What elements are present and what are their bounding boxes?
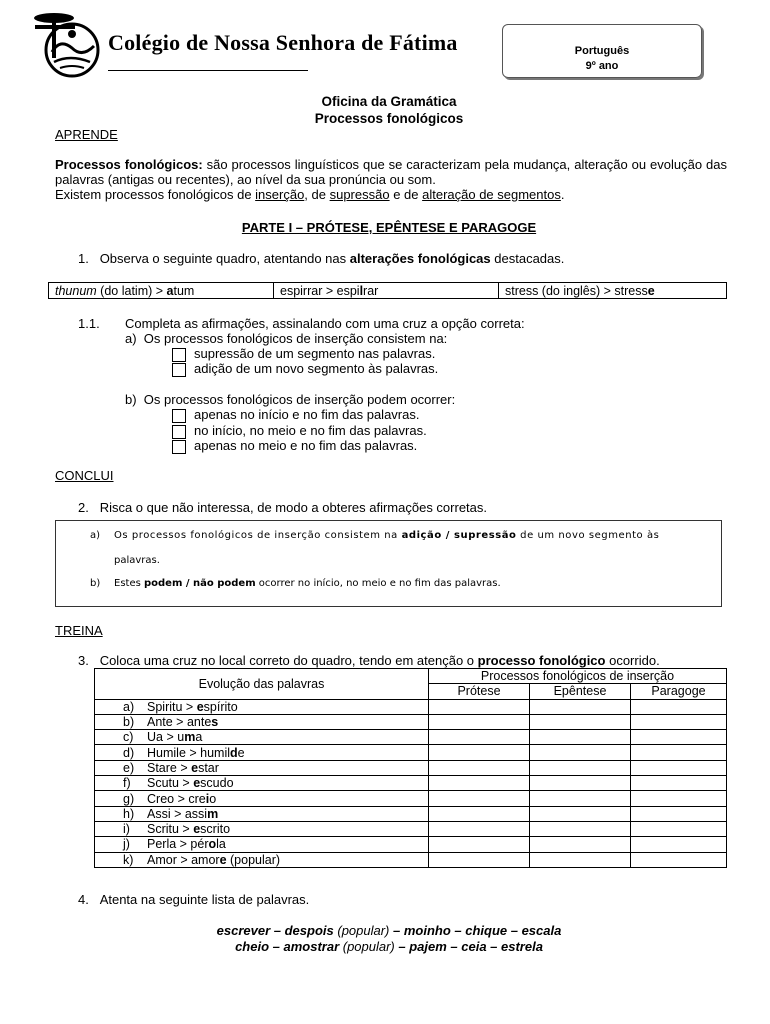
table-row	[95, 730, 727, 745]
section-treina: TREINA	[55, 623, 103, 638]
answer-cell[interactable]	[530, 852, 631, 867]
answer-cell[interactable]	[631, 806, 727, 821]
col-epentese: Epêntese	[530, 684, 631, 699]
answer-cell[interactable]	[530, 745, 631, 760]
word-evolution: j) Perla > pérola	[95, 837, 429, 852]
answer-cell[interactable]	[429, 776, 530, 791]
answer-cell[interactable]	[530, 821, 631, 836]
answer-cell[interactable]	[429, 806, 530, 821]
table-row	[95, 745, 727, 760]
table-row	[95, 714, 727, 729]
answer-cell[interactable]	[631, 852, 727, 867]
title-line1: Oficina da Gramática	[321, 94, 457, 109]
table-row	[95, 791, 727, 806]
answer-cell[interactable]	[530, 760, 631, 775]
answer-cell[interactable]	[530, 714, 631, 729]
insertion-table	[94, 668, 727, 868]
school-logo	[30, 8, 106, 78]
section-conclui: CONCLUI	[55, 468, 114, 483]
answer-cell[interactable]	[429, 760, 530, 775]
col-protese: Prótese	[429, 684, 530, 699]
answer-cell[interactable]	[530, 806, 631, 821]
answer-cell[interactable]	[530, 730, 631, 745]
option-a1: supressão de um segmento nas palavras.	[172, 346, 435, 362]
col-paragoge: Paragoge	[631, 684, 727, 699]
table-row	[95, 776, 727, 791]
answer-cell[interactable]	[631, 730, 727, 745]
checkbox[interactable]	[172, 440, 186, 454]
title-line2: Processos fonológicos	[314, 111, 464, 126]
checkbox[interactable]	[172, 425, 186, 439]
word-list-line1: escrever – despois (popular) – moinho – chique – escala	[216, 923, 562, 938]
answer-cell[interactable]	[631, 821, 727, 836]
answer-cell[interactable]	[429, 852, 530, 867]
option-b3: apenas no meio e no fim das palavras.	[172, 438, 417, 454]
answer-cell[interactable]	[631, 837, 727, 852]
header-divider	[108, 70, 308, 71]
table-row	[95, 806, 727, 821]
answer-cell[interactable]	[631, 776, 727, 791]
answer-cell[interactable]	[631, 745, 727, 760]
word-evolution: a) Spiritu > espírito	[95, 699, 429, 714]
conclusion-box: a) Os processos fonológicos de inserção consistem na adição / supressão de um novo segmento às palavras. b) Estes podem / não podem ocorrer no início, no meio e no fim das palavras.	[55, 520, 722, 607]
answer-cell[interactable]	[631, 791, 727, 806]
answer-cell[interactable]	[631, 714, 727, 729]
example-cell: espirrar > espilrar	[274, 283, 499, 299]
word-evolution: b) Ante > antes	[95, 714, 429, 729]
word-evolution: e) Stare > estar	[95, 760, 429, 775]
word-evolution: g) Creo > creio	[95, 791, 429, 806]
question-1-1-num: 1.1.	[78, 316, 100, 331]
term: Processos fonológicos:	[55, 157, 203, 172]
word-evolution: k) Amor > amore (popular)	[95, 852, 429, 867]
school-name: Colégio de Nossa Senhora de Fátima	[108, 30, 458, 55]
question-3: 3. Coloca uma cruz no local correto do quadro, tendo em atenção o processo fonológico ocorrido.	[78, 653, 660, 668]
question-a: a) Os processos fonológicos de inserção consistem na:	[125, 331, 448, 346]
checkbox[interactable]	[172, 409, 186, 423]
word-evolution: i) Scritu > escrito	[95, 821, 429, 836]
answer-cell[interactable]	[429, 821, 530, 836]
word-list-line2: cheio – amostrar (popular) – pajem – ceia – estrela	[235, 939, 543, 954]
answer-cell[interactable]	[631, 699, 727, 714]
col-group: Processos fonológicos de inserção	[429, 669, 727, 684]
table-row	[95, 852, 727, 867]
answer-cell[interactable]	[530, 791, 631, 806]
col-evolution: Evolução das palavras	[95, 669, 429, 700]
answer-cell[interactable]	[530, 699, 631, 714]
word-evolution: c) Ua > uma	[95, 730, 429, 745]
option-b1: apenas no início e no fim das palavras.	[172, 407, 419, 423]
table-row	[95, 699, 727, 714]
question-b: b) Os processos fonológicos de inserção podem ocorrer:	[125, 392, 456, 407]
statement-a: Os processos fonológicos de inserção consistem na adição / supressão de um novo segmento às	[114, 530, 660, 541]
checkbox[interactable]	[172, 363, 186, 377]
answer-cell[interactable]	[429, 730, 530, 745]
word-evolution: f) Scutu > escudo	[95, 776, 429, 791]
answer-cell[interactable]	[429, 714, 530, 729]
table-row	[95, 760, 727, 775]
answer-cell[interactable]	[530, 776, 631, 791]
answer-cell[interactable]	[429, 745, 530, 760]
question-1-1: Completa as afirmações, assinalando com uma cruz a opção correta:	[125, 316, 525, 331]
checkbox[interactable]	[172, 348, 186, 362]
question-2: 2. Risca o que não interessa, de modo a obteres afirmações corretas.	[78, 500, 488, 515]
option-b2: no início, no meio e no fim das palavras.	[172, 423, 427, 439]
section-aprende: APRENDE	[55, 127, 118, 142]
grade: 9º ano	[585, 60, 619, 72]
example-cell: stress (do inglês) > stresse	[499, 283, 727, 299]
subject-box	[502, 24, 702, 78]
answer-cell[interactable]	[631, 760, 727, 775]
table-row	[95, 837, 727, 852]
answer-cell[interactable]	[429, 699, 530, 714]
subject: Português	[574, 45, 630, 57]
statement-b: Estes podem / não podem ocorrer no início, no meio e no fim das palavras.	[114, 578, 501, 589]
table-row	[95, 821, 727, 836]
option-a2: adição de um novo segmento às palavras.	[172, 361, 438, 377]
answer-cell[interactable]	[429, 837, 530, 852]
answer-cell[interactable]	[530, 837, 631, 852]
word-evolution: d) Humile > humilde	[95, 745, 429, 760]
part1-heading: PARTE I – PRÓTESE, EPÊNTESE E PARAGOGE	[241, 220, 537, 235]
answer-cell[interactable]	[429, 791, 530, 806]
word-evolution: h) Assi > assim	[95, 806, 429, 821]
question-1: 1. Observa o seguinte quadro, atentando nas alterações fonológicas destacadas.	[78, 251, 565, 266]
examples-table	[48, 282, 727, 299]
question-4: 4. Atenta na seguinte lista de palavras.	[78, 892, 310, 907]
aprende-paragraph: Processos fonológicos: são processos linguísticos que se caracterizam pela mudança, alteração ou evolução das palavras (antigas ou recentes), ao nível da sua pronúncia ou som. Existem processos fonológicos de inserção, de supressão e de alteração de segmentos.	[55, 157, 727, 202]
example-cell: thunum (do latim) > atum	[49, 283, 274, 299]
